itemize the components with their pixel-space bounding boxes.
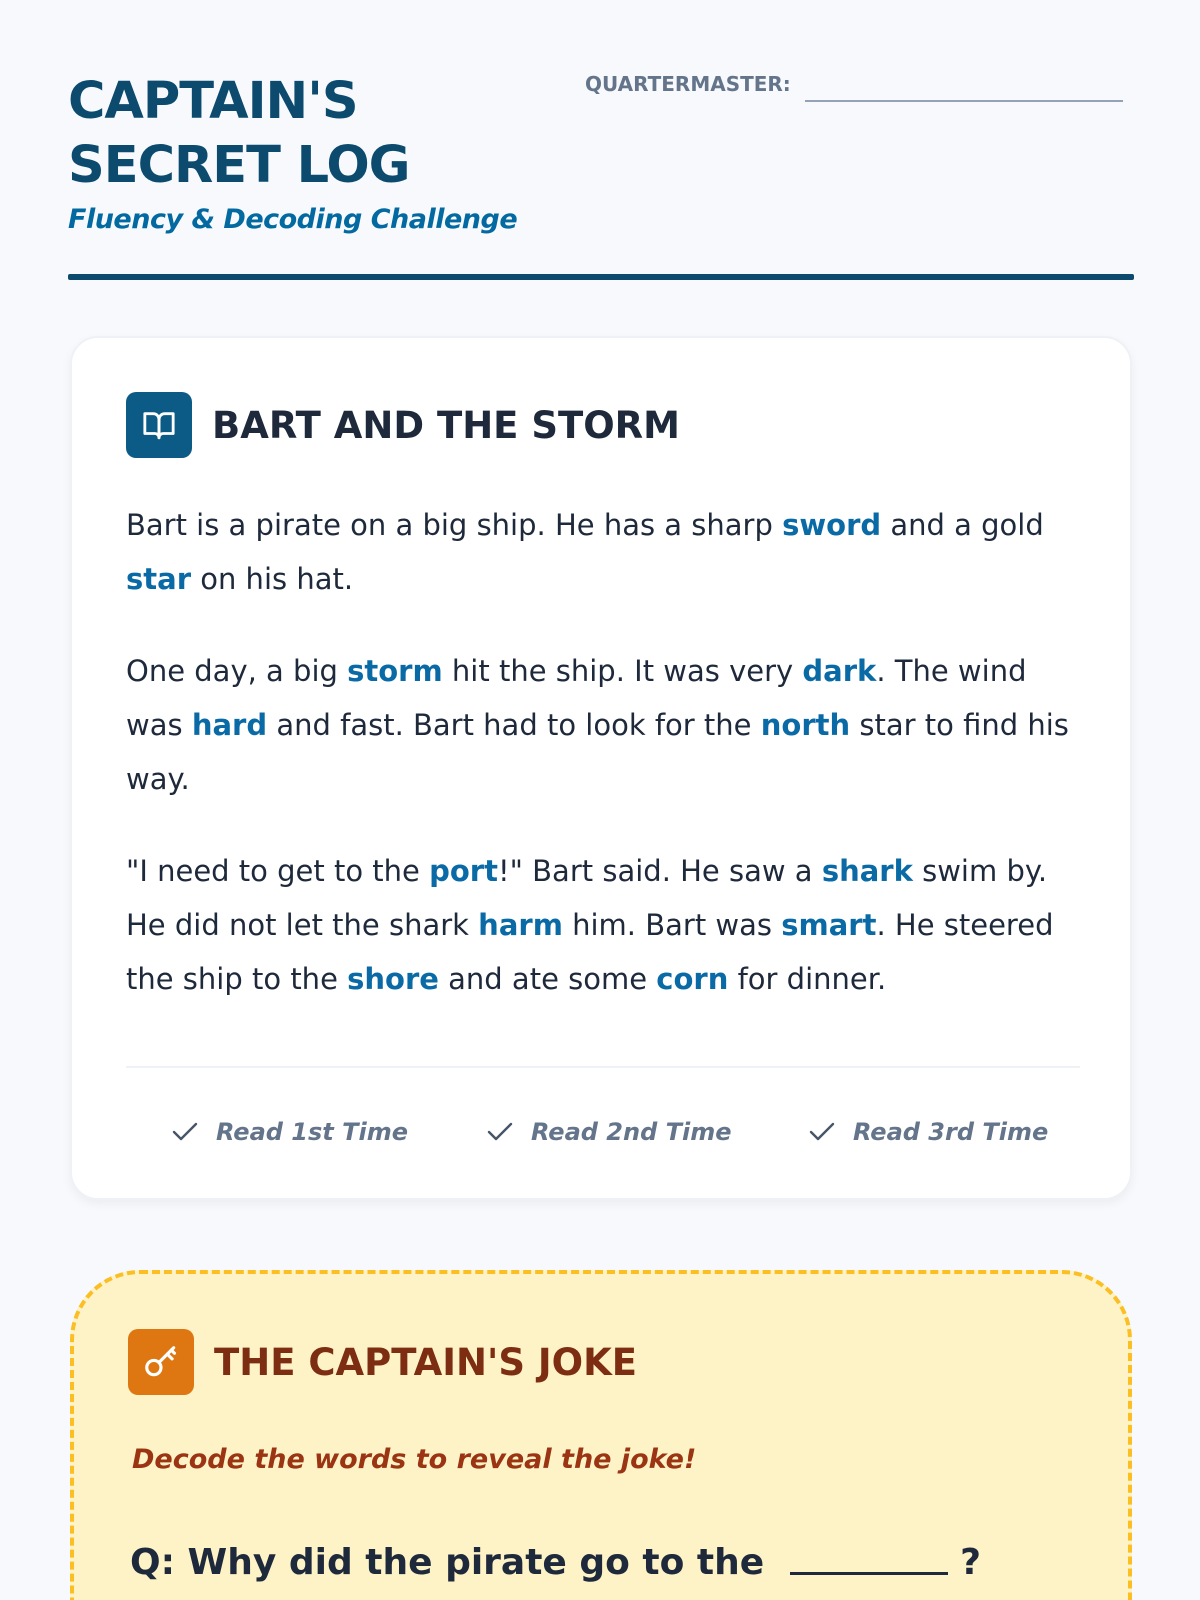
target-word: smart: [781, 908, 877, 942]
read-check-3[interactable]: [809, 1118, 1048, 1146]
joke-instruction: Decode the words to reveal the joke!: [132, 1444, 697, 1475]
checkmark-icon: [487, 1121, 513, 1143]
story-text-run: swim by. He did not let the shark: [126, 854, 1048, 942]
target-word: storm: [347, 654, 443, 688]
page-subtitle: Fluency & Decoding Challenge: [68, 204, 518, 235]
story-text-run: Bart is a pirate on a big ship. He has a sharp: [126, 508, 783, 542]
read-check-1[interactable]: [172, 1118, 408, 1146]
target-word: harm: [478, 908, 563, 942]
quartermaster-label: QUARTERMASTER:: [585, 72, 791, 96]
read-check-label: Read 3rd Time: [853, 1118, 1049, 1146]
story-text-run: him. Bart was: [562, 908, 782, 942]
target-word: port: [429, 854, 498, 888]
story-divider: [126, 1066, 1080, 1068]
story-text-run: and a gold: [881, 508, 1044, 542]
story-paragraph-3: [126, 844, 1086, 1006]
story-text-run: and ate some: [438, 962, 657, 996]
story-text-run: star to find his way.: [126, 708, 1069, 796]
title-line-1: CAPTAIN'S: [68, 72, 358, 131]
joke-question-mark: ?: [960, 1542, 982, 1583]
read-check-2[interactable]: [487, 1118, 732, 1146]
target-word: sword: [782, 508, 882, 542]
joke-card: [70, 1270, 1132, 1600]
title-line-2: SECRET LOG: [68, 136, 410, 195]
worksheet-header: [68, 70, 1134, 280]
story-text-run: One day, a big: [126, 654, 348, 688]
story-paragraph-1: [126, 498, 1086, 606]
story-text-run: and fast. Bart had to look for the: [267, 708, 761, 742]
joke-answer-blank[interactable]: [790, 1572, 948, 1575]
story-heading: [126, 392, 680, 458]
target-word: shark: [821, 854, 913, 888]
read-check-label: Read 2nd Time: [531, 1118, 732, 1146]
page-title: [68, 70, 588, 198]
quartermaster-field: [585, 72, 1123, 96]
story-text-run: on his hat.: [191, 562, 354, 596]
checkmark-icon: [172, 1121, 198, 1143]
story-text-run: hit the ship. It was very: [442, 654, 803, 688]
target-word: dark: [802, 654, 877, 688]
joke-title: THE CAPTAIN'S JOKE: [214, 1340, 638, 1384]
story-text-run: . The wind was: [126, 654, 1027, 742]
story-paragraph-2: [126, 644, 1086, 806]
story-text-run: "I need to get to the: [126, 854, 430, 888]
story-text-run: for dinner.: [728, 962, 887, 996]
checkmark-icon: [809, 1121, 835, 1143]
book-open-icon: [126, 392, 192, 458]
target-word: north: [760, 708, 851, 742]
header-divider: [68, 274, 1134, 280]
story-card: [70, 336, 1132, 1200]
target-word: star: [126, 562, 191, 596]
reading-checklist: [172, 1118, 1072, 1158]
story-text: [126, 498, 1086, 1044]
joke-question: [130, 1542, 981, 1583]
read-check-label: Read 1st Time: [216, 1118, 408, 1146]
story-text-run: . He steered the ship to the: [126, 908, 1054, 996]
target-word: hard: [191, 708, 268, 742]
target-word: corn: [656, 962, 729, 996]
story-title: BART AND THE STORM: [212, 403, 680, 447]
key-icon: [128, 1329, 194, 1395]
joke-heading: [128, 1329, 637, 1395]
joke-question-text: Q: Why did the pirate go to the: [130, 1542, 765, 1583]
story-text-run: !" Bart said. He saw a: [497, 854, 822, 888]
target-word: shore: [347, 962, 439, 996]
quartermaster-name-line[interactable]: [805, 100, 1123, 102]
